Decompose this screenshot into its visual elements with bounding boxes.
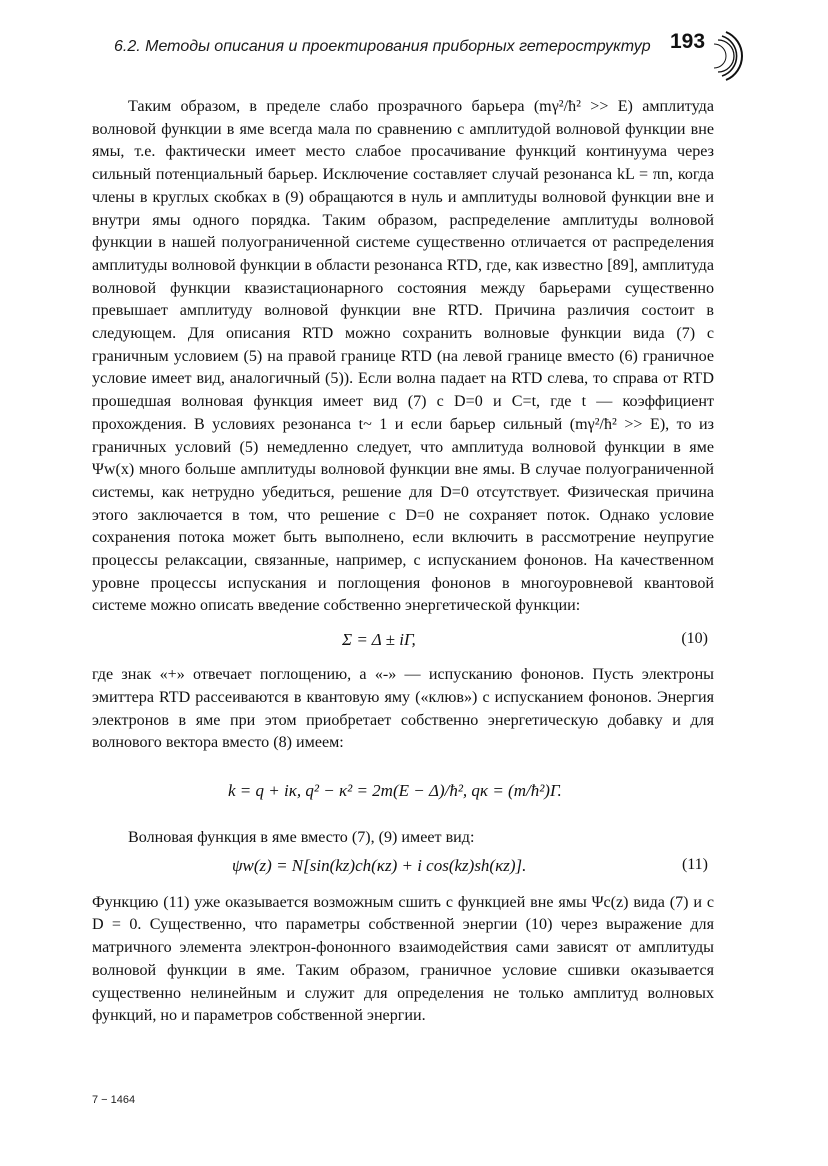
- paragraph: Таким образом, в пределе слабо прозрачного барьера (mγ²/ħ² >> E) амплитуда волновой функции в яме всегда мала по сравнению с амплитудой волновой функции вне ямы, т.е. фактически имеет место слабое просачивание функций континуума через сильный потенциальный барьер. Исключение составляет случай резонанса kL = πn, когда члены в круглых скобках в (9) обращаются в нуль и амплитуды волновой функции вне и внутри ямы одного порядка. Таким образом, распределение амплитуды волновой функции в нашей полуограниченной системе существенно отличается от распределения амплитуды волновой функции в области резонанса RTD, где, как известно [89], амплитуда волновой функции квазистационарного состояния между барьерами существенно превышает амплитуду волновой функции вне RTD. Причина различия состоит в следующем. Для описания RTD можно сохранить волновые функции вида (7) с граничным условием (5) на правой границе RTD (на левой границе вместо (6) граничное условие имеет вид, аналогичный (5)). Если волна падает на RTD слева, то справа от RTD прошедшая волновая функция имеет вид (7) с D=0 и C=t, где t — коэффициент прохождения. В условиях резонанса t~ 1 и если барьер сильный (mγ²/ħ² >> E), то из граничных условий (5) немедленно следует, что амплитуда волновой функции в яме Ψw(x) много больше амплитуды волновой функции вне ямы. В случае полуограниченной системы, как нетрудно убедиться, решение для D=0 отсутствует. Физическая причина этого заключается в том, что решение с D=0 не сохраняет поток. Однако условие сохранения потока может быть выполнено, если включить в рассмотрение неупругие процессы релаксации, связанные, например, с испусканием фононов. На качественном уровне процессы испускания и поглощения фононов в многоуровневой квантовой системе можно описать введение собственно энергетической функции:: [92, 98, 714, 615]
- running-head: 6.2. Методы описания и проектирования приборных гетероструктур: [114, 38, 651, 55]
- equation-wavevector: [92, 767, 714, 819]
- equation-10: [92, 626, 714, 658]
- equation-formula: ψw(z) = N[sin(kz)ch(κz) + i cos(kz)sh(κz)].: [232, 855, 527, 875]
- equation-11: [92, 852, 714, 888]
- equation-formula: k = q + iκ, q² − κ² = 2m(E − Δ)/ħ², qκ = (m/ħ²)Γ.: [228, 780, 562, 800]
- printer-signature: 7 − 1464: [92, 1094, 136, 1106]
- paragraph: Волновая функция в яме вместо (7), (9) имеет вид:: [128, 828, 475, 846]
- paragraph: где знак «+» отвечает поглощению, а «-» — испусканию фононов. Пусть электроны эмиттера RTD рассеиваются в квантовую яму («клюв») с испусканием фононов. Энергия электронов в яме при этом приобретает собственно энергетическую добавку и для волнового вектора вместо (8) имеем:: [92, 666, 714, 752]
- paragraph: Функцию (11) уже оказывается возможным сшить с функцией вне ямы Ψc(z) вида (7) и с D = 0. Существенно, что параметры собственной энергии (10) через выражение для матричного элемента электрон-фононного взаимодействия сами зависят от амплитуды волновой функции в яме. Таким образом, граничное условие сшивки оказывается существенно нелинейным и служит для определения не только амплитуд волновых функций, но и параметров собственной энергии.: [92, 893, 714, 1025]
- decorative-arc-icon: [686, 26, 746, 86]
- page-number: 193: [670, 30, 706, 53]
- equation-number: (11): [681, 855, 708, 873]
- main-text: [92, 96, 714, 1028]
- equation-number: (10): [681, 630, 708, 648]
- equation-formula: Σ = Δ ± iΓ,: [342, 630, 416, 650]
- page-header: [96, 30, 746, 82]
